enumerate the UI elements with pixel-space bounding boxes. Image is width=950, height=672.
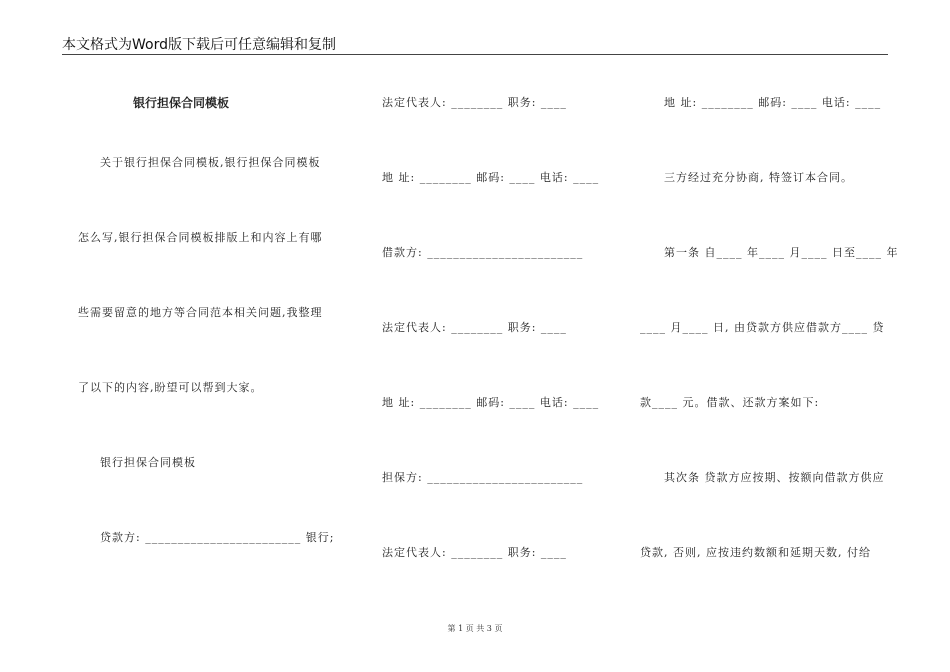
col2-line: 法定代表人: ________ 职务: ____ <box>382 321 567 334</box>
col3-line: 其次条 贷款方应按期、按额向借款方供应 <box>664 471 885 484</box>
col2-line: 借款方: ________________________ <box>382 246 584 259</box>
col2-line: 法定代表人: ________ 职务: ____ <box>382 96 567 109</box>
col3-line: 三方经过充分协商, 特签订本合同。 <box>664 171 853 184</box>
col3-line: ____ 月____ 日, 由贷款方供应借款方____ 贷 <box>640 321 885 334</box>
col2-line: 担保方: ________________________ <box>382 471 584 484</box>
header-divider <box>62 54 888 55</box>
document-header: 本文格式为Word版下载后可任意编辑和复制 <box>62 37 336 53</box>
col1-line: 怎么写,银行担保合同模板排版上和内容上有哪 <box>78 231 323 244</box>
col2-line: 地 址: ________ 邮码: ____ 电话: ____ <box>382 396 600 409</box>
document-title: 银行担保合同模板 <box>133 96 230 110</box>
col2-line: 地 址: ________ 邮码: ____ 电话: ____ <box>382 171 600 184</box>
col1-line: 关于银行担保合同模板,银行担保合同模板 <box>100 156 321 169</box>
col1-line: 银行担保合同模板 <box>100 456 196 469</box>
col1-line: 贷款方: ________________________ 银行; <box>100 531 335 544</box>
page-number: 第 1 页 共 3 页 <box>447 624 503 633</box>
col3-line: 地 址: ________ 邮码: ____ 电话: ____ <box>664 96 882 109</box>
col3-line: 款____ 元。借款、还款方案如下: <box>640 396 820 409</box>
col3-line: 贷款, 否则, 应按违约数额和延期天数, 付给 <box>640 546 871 559</box>
col3-line: 第一条 自____ 年____ 月____ 日至____ 年 <box>664 246 899 259</box>
col1-line: 些需要留意的地方等合同范本相关问题,我整理 <box>78 306 323 319</box>
col1-line: 了以下的内容,盼望可以帮到大家。 <box>78 381 263 394</box>
col2-line: 法定代表人: ________ 职务: ____ <box>382 546 567 559</box>
